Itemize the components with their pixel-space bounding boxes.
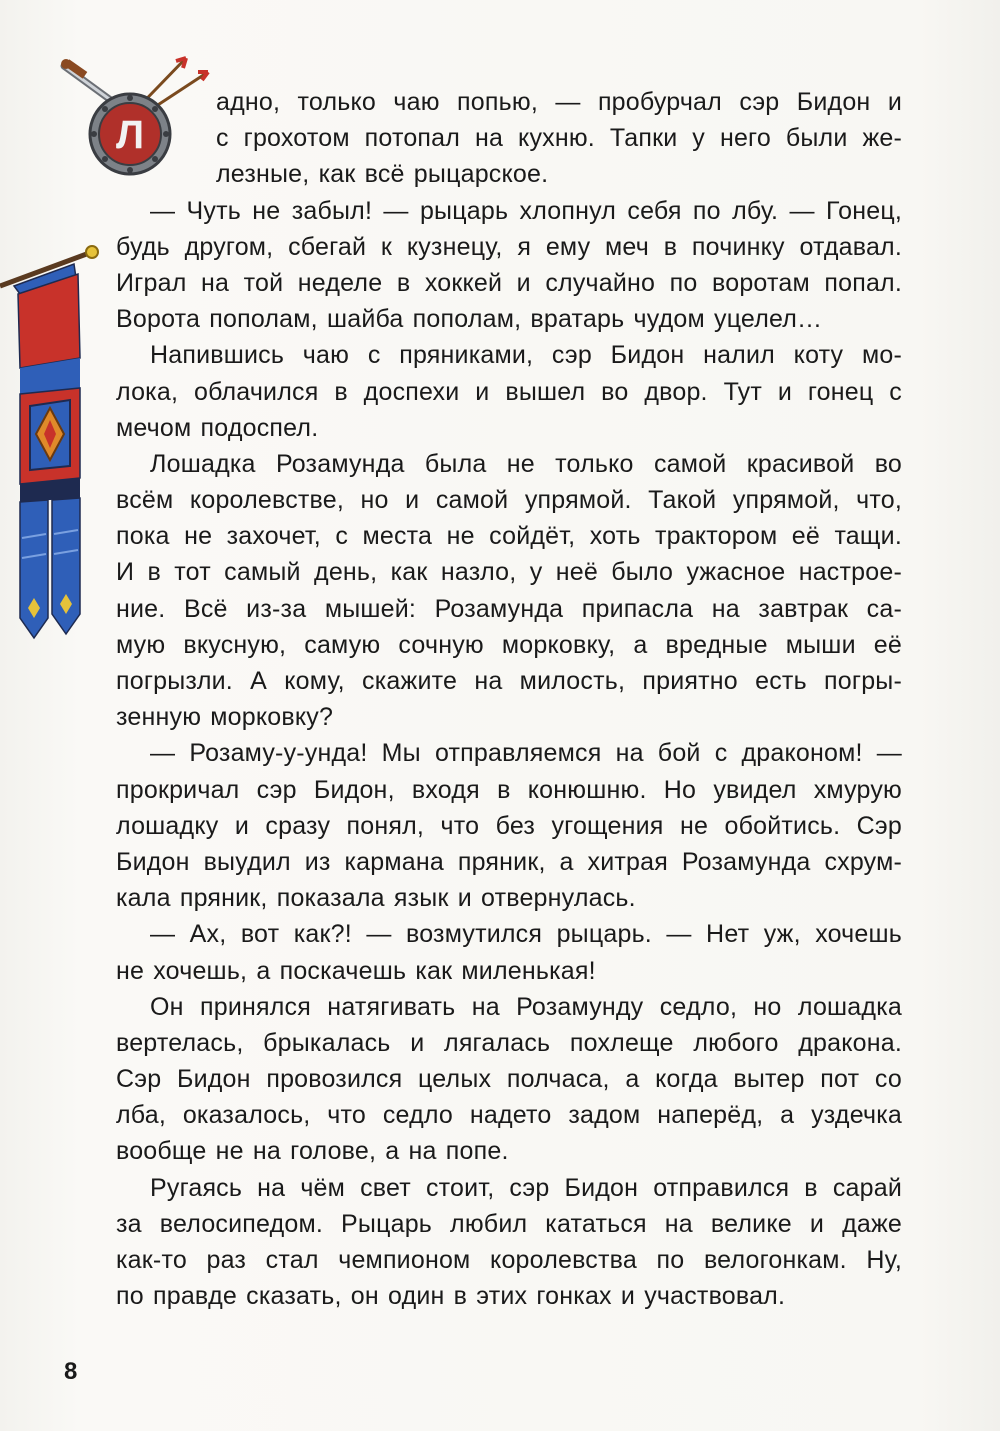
- text-line: Ворота пополам, шайба пополам, вратарь чудом уцелел…: [116, 305, 823, 334]
- text-line: вообще не на голове, а на попе.: [116, 1137, 509, 1166]
- text-line: прокричал сэр Бидон, входя в конюшню. Но увидел хмурую: [116, 775, 902, 804]
- text-line: как-то раз стал чемпионом королевства по велогонкам. Ну,: [116, 1246, 902, 1274]
- text-line: лошадку и сразу понял, что без угощения не обойтись. Сэр: [116, 811, 902, 840]
- text-line: мую вкусную, самую сочную морковку, а вредные мыши её: [116, 630, 902, 659]
- text-line: с грохотом потопал на кухню. Тапки у него были же-: [216, 124, 902, 153]
- text-line: зенную морковку?: [116, 703, 334, 732]
- text-line: Бидон выудил из кармана пряник, а хитрая Розамунда схрум-: [116, 847, 902, 876]
- story-text: [116, 84, 902, 1314]
- text-line: за велосипедом. Рыцарь любил кататься на велике и даже: [116, 1209, 902, 1238]
- text-line: вертелась, брыкалась и лягалась похлеще любого дракона.: [116, 1028, 902, 1057]
- text-line: по правде сказать, он один в этих гонках и участвовал.: [116, 1282, 786, 1311]
- text-line: погрызли. А кому, скажите на милость, приятно есть погры-: [116, 667, 902, 695]
- text-line: кала пряник, показала язык и отвернулась.: [116, 884, 636, 913]
- text-line: Лошадка Розамунда была не только самой красивой во: [150, 449, 902, 478]
- text-line: — Чуть не забыл! — рыцарь хлопнул себя по лбу. — Гонец,: [150, 196, 902, 225]
- text-line: — Розаму-у-унда! Мы отправляемся на бой с драконом! —: [150, 739, 902, 768]
- text-line: мечом подоспел.: [116, 413, 319, 442]
- text-line: Напившись чаю с пряниками, сэр Бидон налил коту мо-: [150, 341, 902, 370]
- text-line: пока не захочет, с места не сойдёт, хоть трактором её тащи.: [116, 522, 902, 551]
- text-line: Играл на той неделе в хоккей и случайно по воротам попал.: [116, 268, 902, 297]
- text-line: Ругаясь на чём свет стоит, сэр Бидон отправился в сарай: [150, 1173, 902, 1202]
- text-line: И в тот самый день, как назло, у неё было ужасное настрое-: [116, 558, 902, 587]
- text-line: лезные, как всё рыцарское.: [216, 160, 549, 189]
- text-line: будь другом, сбегай к кузнецу, я ему меч в починку отдавал.: [116, 232, 902, 261]
- text-line: лока, облачился в доспехи и вышел во двор. Тут и гонец с: [116, 377, 902, 406]
- heraldic-banner-icon: [0, 238, 110, 658]
- dropcap-letter: Л: [115, 113, 145, 157]
- text-line: Он принялся натягивать на Розамунду седло, но лошадка: [150, 992, 902, 1021]
- page-number: 8: [64, 1358, 78, 1385]
- text-line: ние. Всё из-за мышей: Розамунда припасла на завтрак са-: [116, 594, 902, 623]
- text-line: лба, оказалось, что седло надето задом наперёд, а уздечка: [116, 1101, 902, 1130]
- text-line: — Ах, вот как?! — возмутился рыцарь. — Нет уж, хочешь: [150, 920, 902, 949]
- text-line: не хочешь, а поскачешь как миленькая!: [116, 956, 596, 985]
- text-line: Сэр Бидон провозился целых полчаса, а когда вытер пот со: [116, 1065, 902, 1094]
- text-line: адно, только чаю попью, — пробурчал сэр Бидон и: [216, 88, 902, 116]
- text-line: всём королевстве, но и самой упрямой. Такой упрямой, что,: [116, 486, 902, 515]
